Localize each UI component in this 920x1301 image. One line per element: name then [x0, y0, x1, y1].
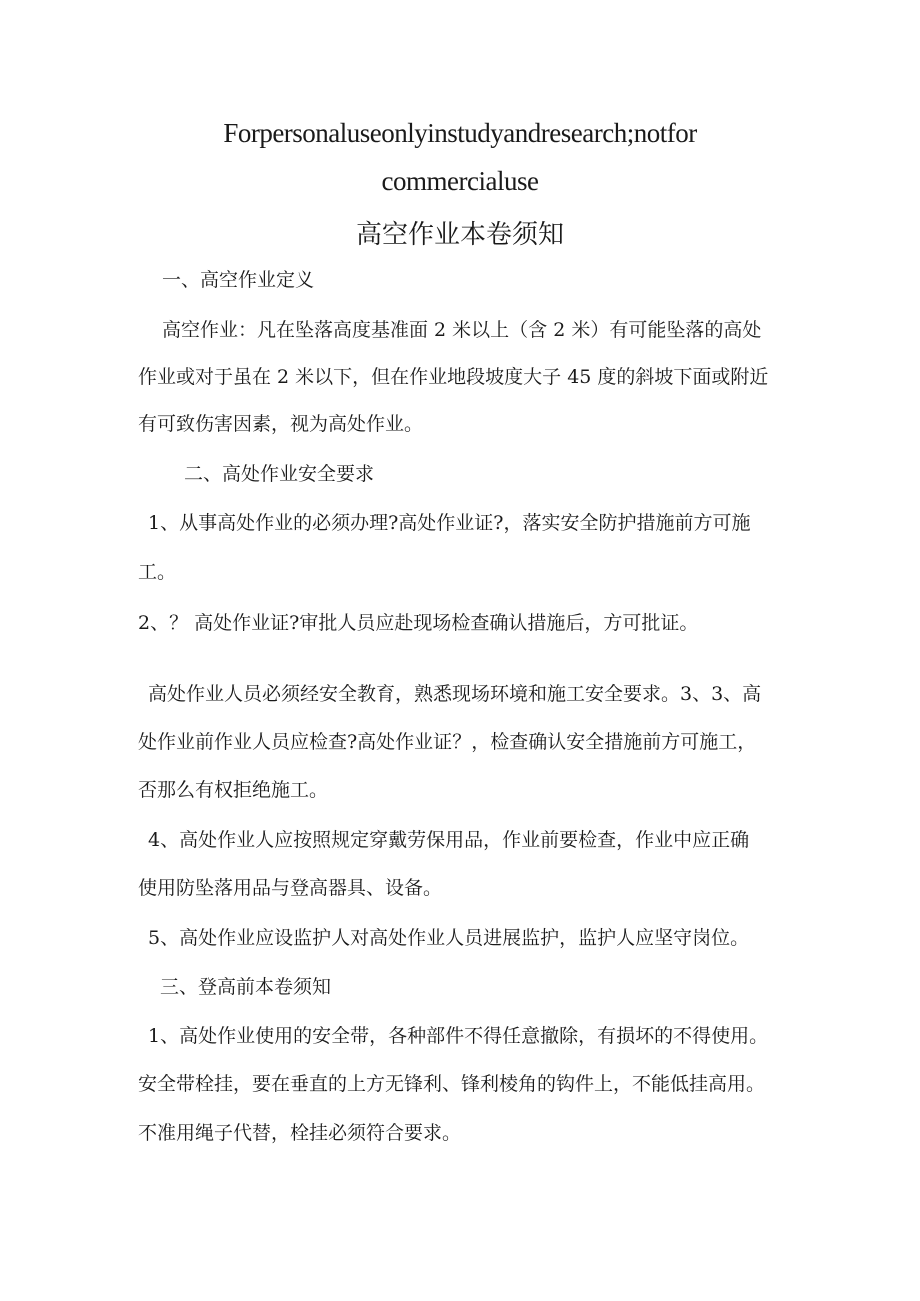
body-line: 1、高处作业使用的安全带，各种部件不得任意撤除，有损坏的不得使用。 [148, 1025, 769, 1047]
section-heading-2: 二、高处作业安全要求 [184, 463, 375, 485]
disclaimer-line-2: commercialuse [381, 166, 539, 196]
body-line: 5、高处作业应设监护人对高处作业人员进展监护，监护人应坚守岗位。 [148, 927, 750, 949]
body-line: 安全带栓挂，要在垂直的上方无锋利、锋利棱角的钩件上，不能低挂高用。 [138, 1073, 766, 1095]
body-line: 1、从事高处作业的必须办理?高处作业证?，落实安全防护措施前方可施 [148, 512, 751, 534]
body-line: 工。 [138, 561, 177, 583]
section-heading-3: 三、登高前本卷须知 [160, 976, 332, 998]
body-line: 使用防坠落用品与登高器具、设备。 [138, 877, 443, 899]
body-line: 4、高处作业人应按照规定穿戴劳保用品，作业前要检查，作业中应正确 [148, 829, 750, 851]
body-line: 高空作业：凡在坠落高度基准面 2 米以上（含 2 米）有可能坠落的高处 [162, 319, 762, 341]
body-line: 不准用绳子代替，栓挂必须符合要求。 [138, 1122, 462, 1144]
body-line: 处作业前作业人员应检查?高处作业证？，检查确认安全措施前方可施工， [138, 731, 757, 753]
body-line: 否那么有权拒绝施工。 [138, 779, 329, 801]
document-title: 高空作业本卷须知 [355, 220, 564, 250]
disclaimer-line-1: Forpersonaluseonlyinstudyandresearch;notfor [223, 118, 697, 148]
body-line: 高处作业人员必须经安全教育，熟悉现场环境和施工安全要求。3、3、高 [148, 683, 762, 705]
body-line: 2、？ 高处作业证?审批人员应赴现场检查确认措施后，方可批证。 [138, 612, 699, 634]
body-line: 有可致伤害因素，视为高处作业。 [138, 413, 424, 435]
section-heading-1: 一、高空作业定义 [162, 269, 315, 291]
body-line: 作业或对于虽在 2 米以下，但在作业地段坡度大子 45 度的斜坡下面或附近 [138, 366, 769, 388]
